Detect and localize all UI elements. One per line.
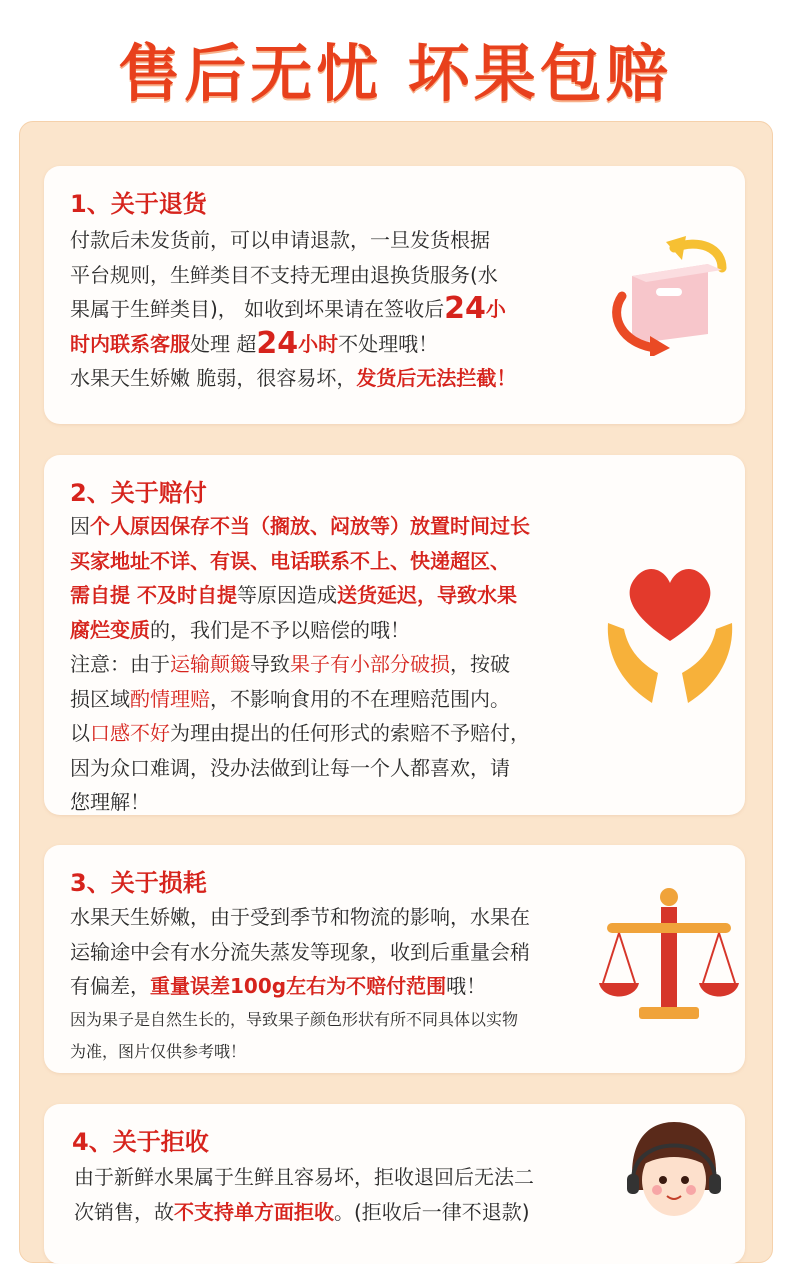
card-rejection [44,1104,745,1264]
customer-service-icon [619,1120,729,1225]
section-body: 由于新鲜水果属于生鲜且容易坏，拒收退回后无法二 次销售，故不支持单方面拒收。(拒收后一律不退款) [74,1165,534,1224]
card-returns [44,166,745,424]
return-box-icon [604,236,734,356]
section-body: 付款后未发货前，可以申请退款，一旦发货根据 平台规则，生鲜类目不支持无理由退换货服务(水 果属于生鲜类目)， 如收到坏果请在签收后24小 时内联系客服处理 超24小时不处理哦！ 水果天生娇嫩 脆弱，很容易坏，发货后无法拦截！ [70,228,517,390]
section-heading: 1、关于退货 [70,190,207,218]
section-heading: 3、关于损耗 [70,869,207,897]
section-body: 因个人原因保存不当（搁放、闷放等）放置时间过长 买家地址不详、有误、电话联系不上、快递超区、 需自提 不及时自提等原因造成送货延迟，导致水果 腐烂变质的，我们是不予以赔偿的哦！ 注意：由于运输颠簸导致果子有小部分破损，按破 损区域酌情理赔，不影响食用的不在理赔范围内。 以口感不好为理由提出的任何形式的索赔不予赔付， 因为众口难调，没办法做到让每一个人都喜欢，请 您理解！ [70,514,530,814]
section-heading: 2、关于赔付 [70,479,207,507]
card-loss [44,845,745,1073]
card-compensation [44,455,745,815]
heart-hands-icon [600,553,740,713]
page-title: 售后无忧 坏果包赔 [118,37,672,110]
scale-icon [599,885,739,1030]
section-body: 水果天生娇嫩，由于受到季节和物流的影响，水果在 运输途中会有水分流失蒸发等现象，收到后重量会稍 有偏差，重量误差100g左右为不赔付范围哦！ 因为果子是自然生长的，导致果子颜色形状有所不同具体以实物 为准，图片仅供参考哦！ [70,905,530,1061]
section-heading: 4、关于拒收 [72,1128,209,1156]
